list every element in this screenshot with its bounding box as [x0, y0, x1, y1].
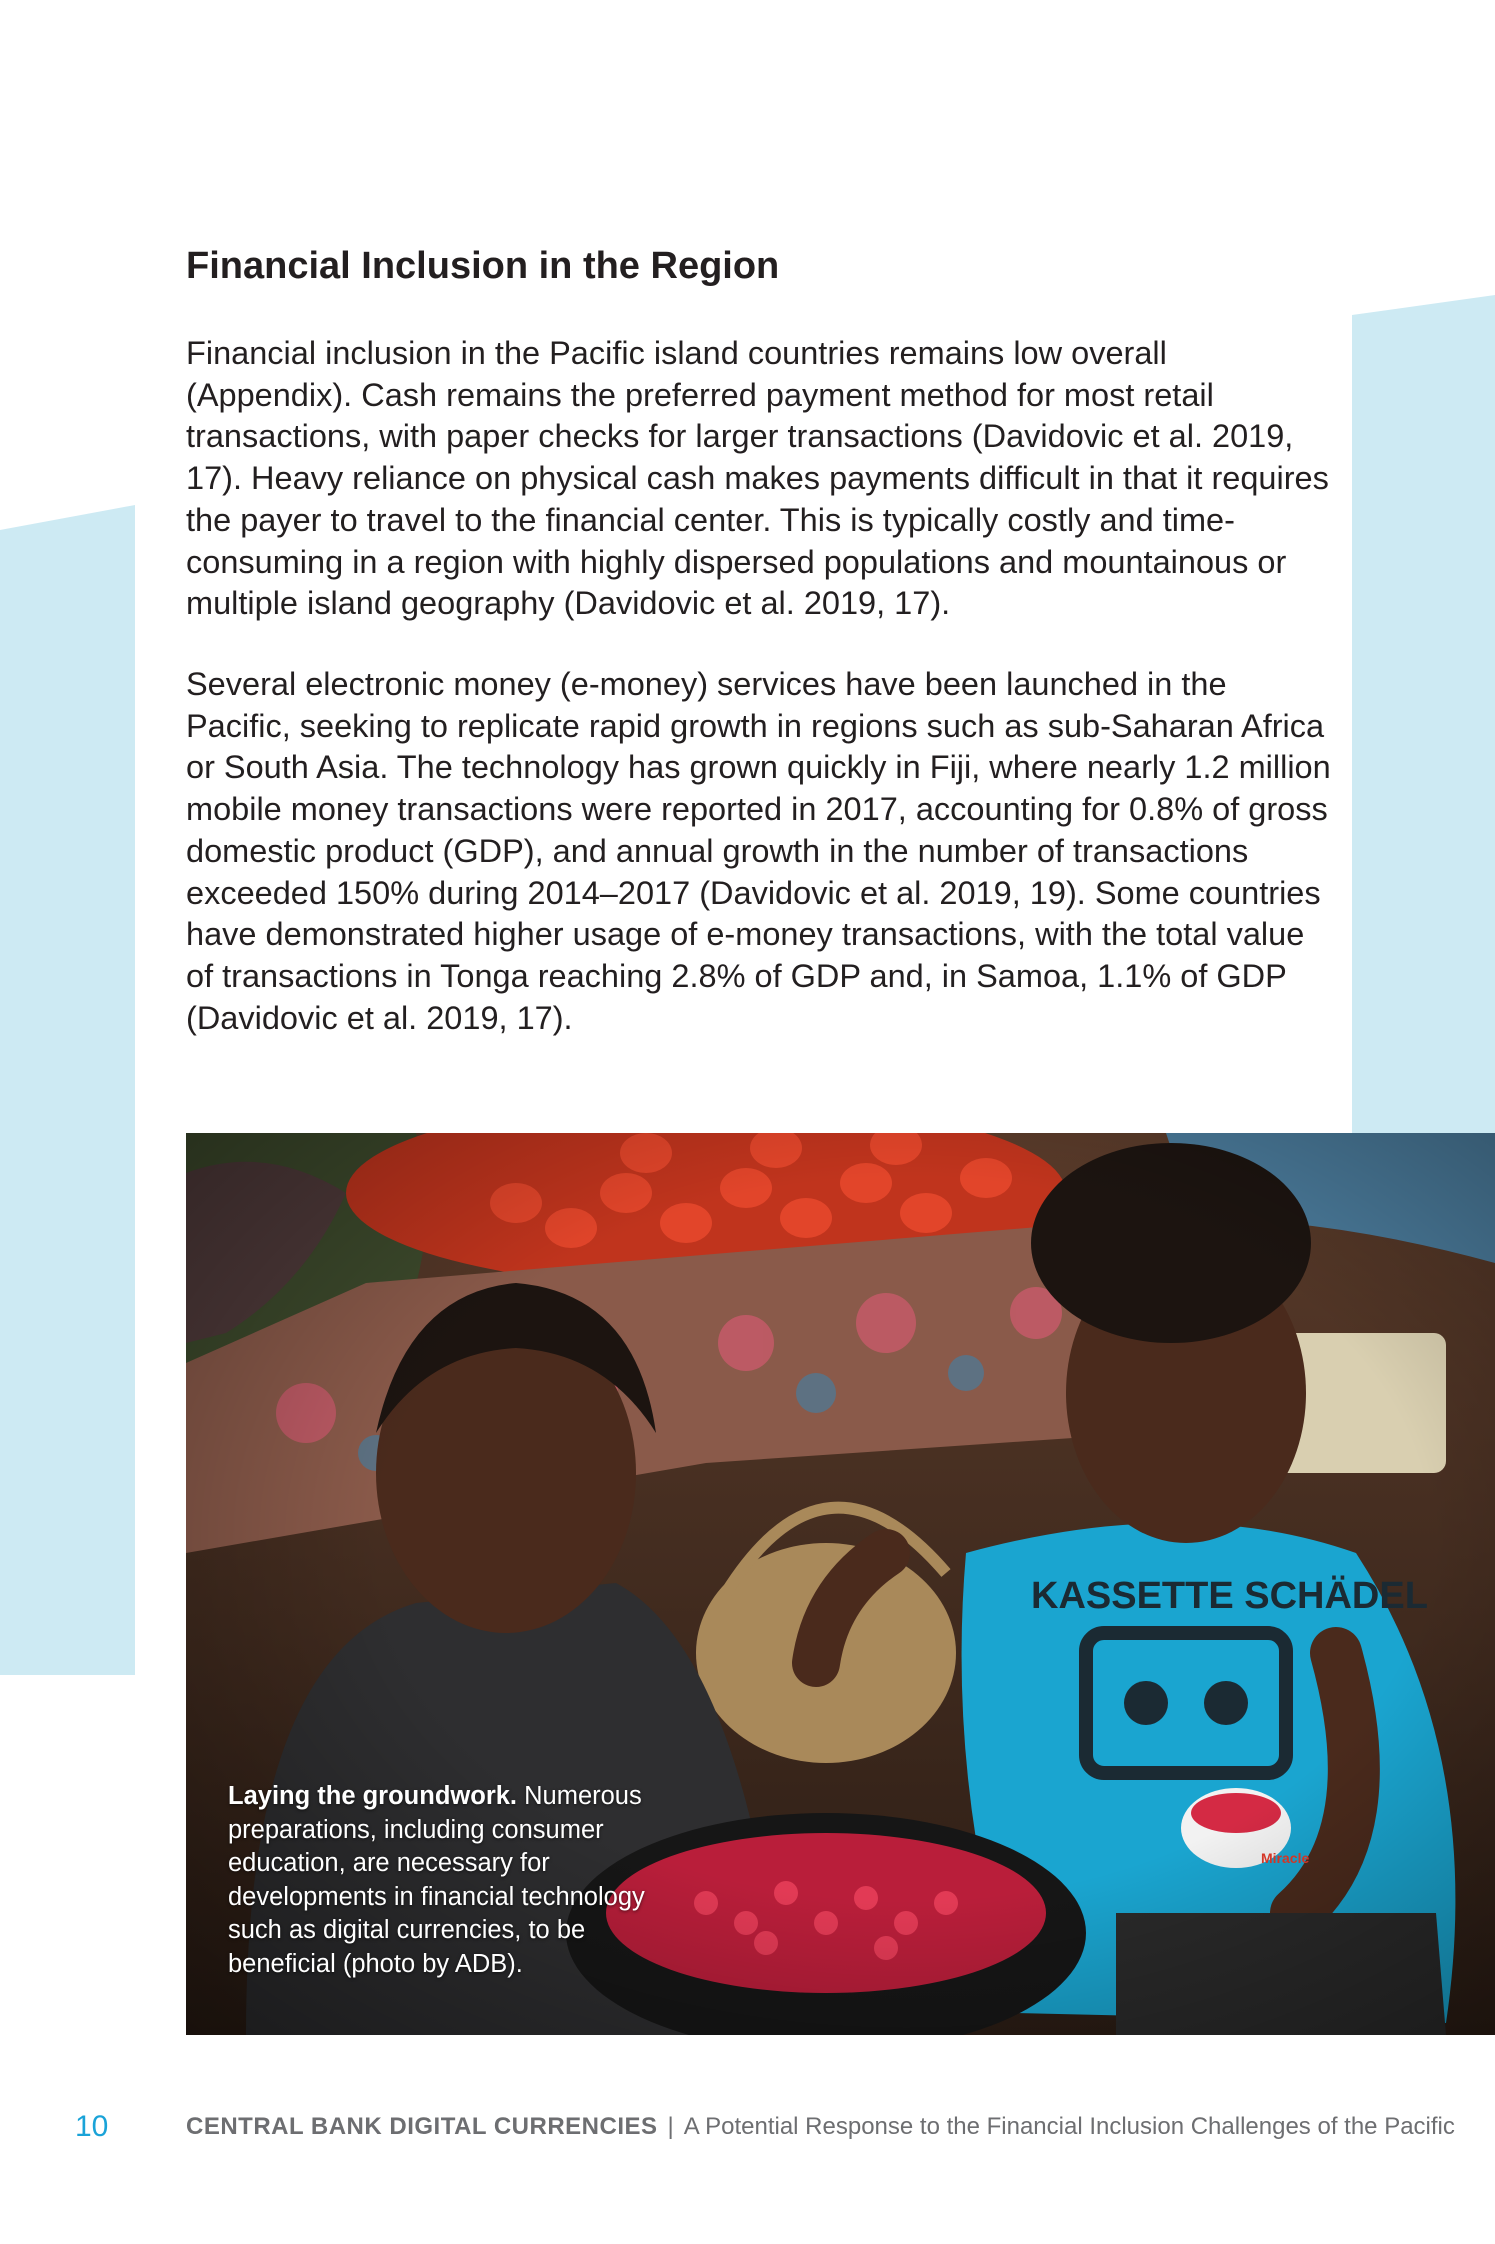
section-heading: Financial Inclusion in the Region [186, 245, 780, 287]
footer-subtitle: A Potential Response to the Financial Inclusion Challenges of the Pacific [683, 2113, 1455, 2140]
market-photo [186, 1133, 1495, 2035]
decorative-band-left [0, 505, 135, 1675]
photo-caption [228, 1780, 698, 1981]
footer-title: CENTRAL BANK DIGITAL CURRENCIES [186, 2113, 658, 2140]
paragraph-1: Financial inclusion in the Pacific island countries remains low overall (Appendix). Cash remains the preferred payment method for most retail transactions, with paper checks for larger transactions (Davidovic et al. 2019, 17). Heavy reliance on physical cash makes payments difficult in that it requires the payer to travel to the financial center. This is typically costly and time-consuming in a region with highly dispersed populations and mountainous or multiple island geography (Davidovic et al. 2019, 17). [186, 335, 1329, 622]
caption-lead: Laying the groundwork. [228, 1782, 518, 1810]
caption-text: Numerous preparations, including consumer education, are necessary for developments in financial technology such as digital currencies, to be beneficial (photo by ADB). [228, 1782, 645, 1978]
paragraph-2: Several electronic money (e-money) services have been launched in the Pacific, seeking to replicate rapid growth in regions such as sub-Saharan Africa or South Asia. The technology has grown quickly in Fiji, where nearly 1.2 million mobile money transactions were reported in 2017, accounting for 0.8% of gross domestic product (GDP), and annual growth in the number of transactions exceeded 150% during 2014–2017 (Davidovic et al. 2019, 19). Some countries have demonstrated higher usage of e-money transactions, with the total value of transactions in Tonga reaching 2.8% of GDP and, in Samoa, 1.1% of GDP (Davidovic et al. 2019, 17). [186, 666, 1331, 1036]
running-footer [186, 2113, 1455, 2141]
footer-separator: | [667, 2113, 674, 2140]
decorative-band-right [1352, 295, 1495, 1135]
page-number: 10 [75, 2110, 109, 2143]
